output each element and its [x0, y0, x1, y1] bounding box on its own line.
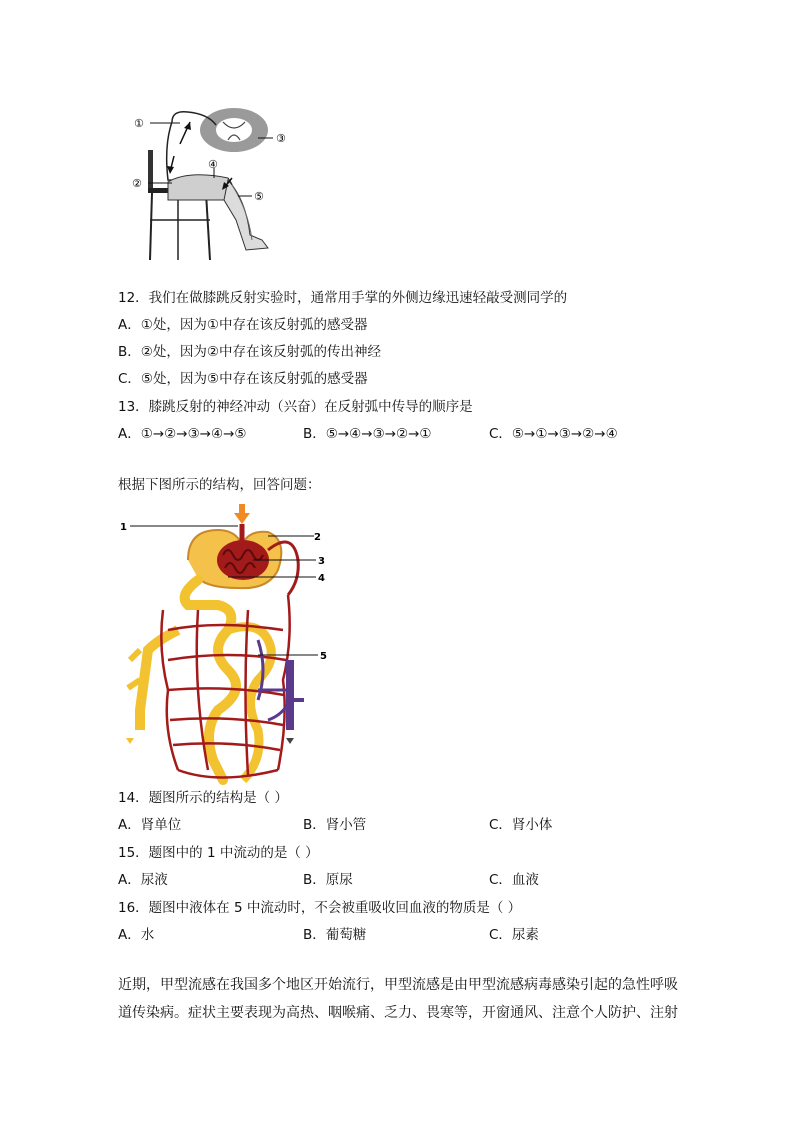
q13-stem: 13．膝跳反射的神经冲动（兴奋）在反射弧中传导的顺序是: [118, 399, 473, 415]
nephron-label-2: 2: [314, 532, 321, 543]
nephron-diagram: [118, 500, 338, 785]
nephron-figure: [118, 500, 338, 785]
nephron-label-5: 5: [320, 651, 327, 662]
nephron-label-3: 3: [318, 556, 325, 567]
q14-stem: 14．题图所示的结构是（ ）: [118, 790, 288, 806]
nephron-label-4: 4: [318, 573, 325, 584]
q12-option-a: A．①处，因为①中存在该反射弧的感受器: [118, 317, 368, 333]
q16-option-b: B．葡萄糖: [303, 927, 367, 943]
q16-option-c: C．尿素: [489, 927, 539, 943]
q14-option-a: A．肾单位: [118, 817, 182, 833]
knee-reflex-diagram: [128, 100, 308, 265]
nephron-label-1: 1: [120, 522, 127, 533]
q16-option-a: A．水: [118, 927, 155, 943]
q13-option-b: B．⑤→④→③→②→①: [303, 426, 432, 442]
q12-option-c: C．⑤处，因为⑤中存在该反射弧的感受器: [118, 371, 368, 387]
q15-option-a: A．尿液: [118, 872, 168, 888]
section-intro: 根据下图所示的结构，回答问题：: [118, 477, 321, 493]
label-2: ②: [132, 177, 142, 190]
knee-reflex-figure: [128, 100, 308, 265]
q16-stem: 16．题图中液体在 5 中流动时，不会被重吸收回血液的物质是（ ）: [118, 900, 522, 916]
q12-option-b: B．②处，因为②中存在该反射弧的传出神经: [118, 344, 381, 360]
label-3: ③: [276, 132, 286, 145]
q13-option-c: C．⑤→①→③→②→④: [489, 426, 618, 442]
q14-option-c: C．肾小体: [489, 817, 553, 833]
q15-option-b: B．原尿: [303, 872, 353, 888]
passage-line-2: 道传染病。症状主要表现为高热、咽喉痛、乏力、畏寒等，开窗通风、注意个人防护、注射: [118, 1005, 678, 1021]
q13-option-a: A．①→②→③→④→⑤: [118, 426, 247, 442]
label-5: ⑤: [254, 190, 264, 203]
q12-stem: 12．我们在做膝跳反射实验时，通常用手掌的外侧边缘迅速轻敲受测同学的: [118, 290, 568, 306]
label-1: ①: [134, 117, 144, 130]
q15-option-c: C．血液: [489, 872, 539, 888]
passage-line-1: 近期，甲型流感在我国多个地区开始流行，甲型流感是由甲型流感病毒感染引起的急性呼吸: [118, 977, 678, 993]
q15-stem: 15．题图中的 1 中流动的是（ ）: [118, 845, 319, 861]
q14-option-b: B．肾小管: [303, 817, 367, 833]
label-4: ④: [208, 158, 218, 171]
